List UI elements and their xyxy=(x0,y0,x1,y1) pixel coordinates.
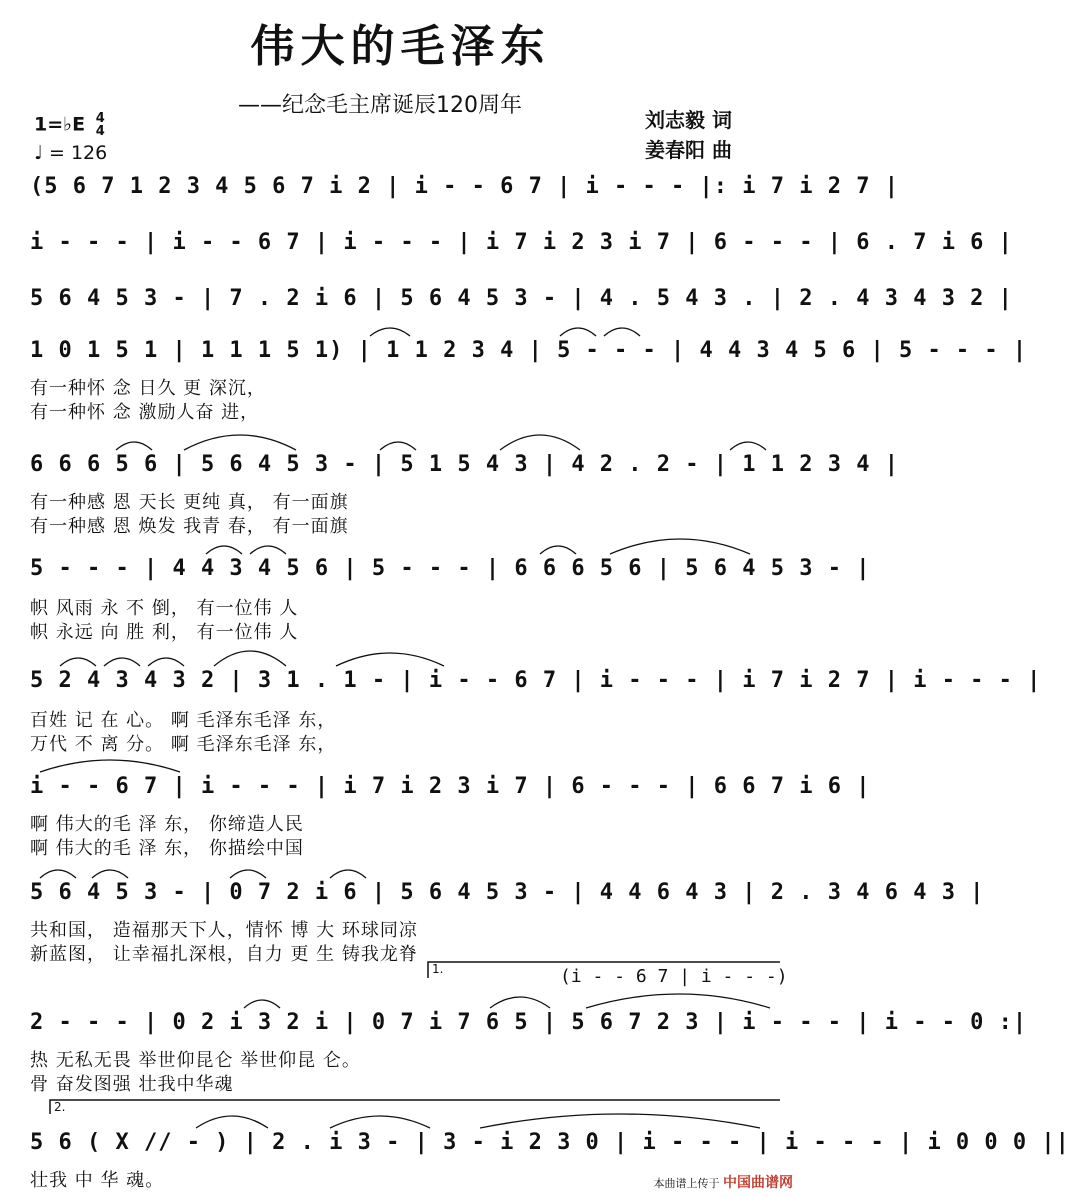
slur xyxy=(490,997,550,1008)
staff-line-8: i - - 6 7 | i - - - | i 7 i 2 3 i 7 | 6 - - - | 6 6 7 i 6 | xyxy=(30,774,871,799)
song-subtitle: ——纪念毛主席诞辰120周年 xyxy=(238,93,522,118)
slur xyxy=(196,1116,268,1128)
slur xyxy=(184,435,296,450)
slur xyxy=(250,546,286,554)
lyric-line-6a: 帜 风雨 永 不 倒， 有一位伟 人 xyxy=(30,598,299,619)
slur xyxy=(336,653,444,666)
slur xyxy=(214,651,286,666)
volta-second-label: 2. xyxy=(54,1100,66,1114)
lyric-line-8b: 啊 伟大的毛 泽 东， 你描绘中国 xyxy=(30,838,304,859)
lyric-line-10a: 热 无私无畏 举世仰昆仑 举世仰昆 仑。 xyxy=(30,1050,361,1071)
slurs xyxy=(40,328,770,1128)
key-label: 1=♭E xyxy=(34,113,86,136)
slur xyxy=(40,760,180,772)
lyric-line-9a: 共和国， 造福那天下人，情怀 博 大 环球同凉 xyxy=(30,920,418,941)
lyric-line-5a: 有一种感 恩 天长 更纯 真， 有一面旗 xyxy=(30,492,349,513)
slur xyxy=(230,870,266,878)
staff-line-5: 6 6 6 5 6 | 5 6 4 5 3 - | 5 1 5 4 3 | 4 2 . 2 - | 1 1 2 3 4 | xyxy=(30,452,899,477)
slur xyxy=(586,994,770,1008)
lyric-line-7b: 万代 不 离 分。 啊 毛泽东毛泽 东， xyxy=(30,734,337,755)
lyric-line-11: 壮我 中 华 魂。 xyxy=(30,1170,165,1191)
song-title: 伟大的毛泽东 xyxy=(250,21,551,72)
slur xyxy=(104,658,140,666)
lyricist-credit: 刘志毅 词 xyxy=(645,108,732,132)
staff-line-1: (5 6 7 1 2 3 4 5 6 7 i 2 | i - - 6 7 | i - - - |: i 7 i 2 7 | xyxy=(30,174,899,199)
slur xyxy=(500,435,580,450)
staff-line-9: 5 6 4 5 3 - | 0 7 2 i 6 | 5 6 4 5 3 - | 4 4 6 4 3 | 2 . 3 4 6 4 3 | xyxy=(30,880,985,905)
time-bottom: 4 xyxy=(95,124,105,139)
staff-line-2: i - - - | i - - 6 7 | i - - - | i 7 i 2 3 i 7 | 6 - - - | 6 . 7 i 6 | xyxy=(30,230,1013,255)
slur xyxy=(604,328,640,336)
volta-second-bracket xyxy=(50,1100,780,1114)
footer-text: 本曲谱上传于 xyxy=(653,1177,720,1190)
slur xyxy=(480,1114,760,1128)
slur xyxy=(330,1116,430,1128)
lyric-line-8a: 啊 伟大的毛 泽 东， 你缔造人民 xyxy=(30,814,304,835)
slur xyxy=(370,328,410,336)
volta-first-bracket xyxy=(428,962,780,978)
lyric-line-6b: 帜 永远 向 胜 利， 有一位伟 人 xyxy=(30,622,299,643)
staff-line-6: 5 - - - | 4 4 3 4 5 6 | 5 - - - | 6 6 6 5 6 | 5 6 4 5 3 - | xyxy=(30,556,871,581)
slur xyxy=(40,870,76,878)
slur xyxy=(330,870,366,878)
lyric-line-10b: 骨 奋发图强 壮我中华魂 xyxy=(30,1074,234,1095)
staff-line-10: 2 - - - | 0 2 i 3 2 i | 0 7 i 7 6 5 | 5 6 7 2 3 | i - - - | i - - 0 :| xyxy=(30,1010,1028,1035)
slur xyxy=(610,539,750,554)
staff-line-11: 5 6 ( X // - ) | 2 . i 3 - | 3 - i 2 3 0 | i - - - | i - - - | i 0 0 0 || xyxy=(30,1130,1070,1155)
slur xyxy=(92,870,128,878)
slur xyxy=(206,546,242,554)
slur xyxy=(380,442,416,450)
lyric-line-4b: 有一种怀 念 激励人奋 进， xyxy=(30,402,260,423)
slur xyxy=(540,546,576,554)
site-logo[interactable]: 中国曲谱网 xyxy=(723,1175,793,1191)
slur xyxy=(116,442,152,450)
volta-brackets xyxy=(50,962,780,1114)
slur xyxy=(560,328,596,336)
composer-credit: 姜春阳 曲 xyxy=(645,138,732,162)
lyric-line-4a: 有一种怀 念 日久 更 深沉， xyxy=(30,378,266,399)
slur xyxy=(60,658,96,666)
slur xyxy=(148,658,184,666)
staff-line-7: 5 2 4 3 4 3 2 | 3 1 . 1 - | i - - 6 7 | i - - - | i 7 i 2 7 | i - - - | xyxy=(30,668,1042,693)
volta-first-label: 1. xyxy=(432,962,444,976)
lyric-line-9b: 新蓝图， 让幸福扎深根，自力 更 生 铸我龙脊 xyxy=(30,944,418,965)
staff-line-3: 5 6 4 5 3 - | 7 . 2 i 6 | 5 6 4 5 3 - | 4 . 5 4 3 . | 2 . 4 3 4 3 2 | xyxy=(30,286,1013,311)
slur xyxy=(730,442,766,450)
lyric-line-7a: 百姓 记 在 心。 啊 毛泽东毛泽 东， xyxy=(30,710,337,731)
staff-line-4: 1 0 1 5 1 | 1 1 1 5 1) | 1 1 2 3 4 | 5 - - - | 4 4 3 4 5 6 | 5 - - - | xyxy=(30,338,1028,363)
time-top: 4 xyxy=(95,111,105,126)
slur xyxy=(244,1000,280,1008)
tempo-marking: ♩ = 126 xyxy=(34,142,108,164)
lyric-line-5b: 有一种感 恩 焕发 我青 春， 有一面旗 xyxy=(30,516,349,537)
volta-first-alternate: (i - - 6 7 | i - - -) xyxy=(560,966,788,987)
